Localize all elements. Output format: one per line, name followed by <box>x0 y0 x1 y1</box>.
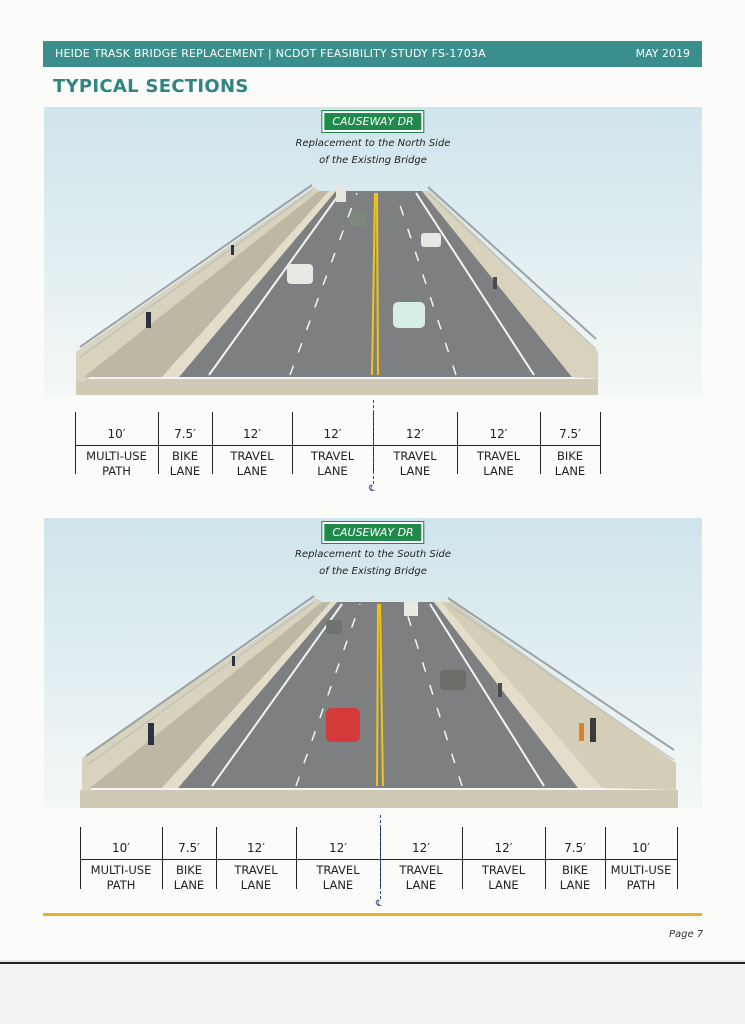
report-date: MAY 2019 <box>635 47 690 60</box>
lane-dimensions-north <box>0 400 745 510</box>
lane-type-line-2: PATH <box>102 464 131 478</box>
north-side-rendering <box>44 107 702 397</box>
lane-width: 12′ <box>406 427 424 441</box>
lane-type: MULTI-USE <box>610 863 672 877</box>
lane-dimension <box>462 815 545 905</box>
lane-type-line-2: LANE <box>236 464 268 478</box>
lane-dimension <box>158 400 212 490</box>
dimension-tick <box>677 827 678 889</box>
lane-type: BIKE <box>175 863 203 877</box>
lane-width: 12′ <box>323 427 342 441</box>
lane-type-line-2: LANE <box>317 464 348 478</box>
section-title: TYPICAL SECTIONS <box>53 76 249 97</box>
lane-type: TRAVEL <box>476 449 521 463</box>
centerline <box>380 815 381 899</box>
lane-type-line-2: LANE <box>488 878 519 892</box>
centerline-symbol: ℄ <box>369 484 375 494</box>
lane-width: 10′ <box>632 841 650 855</box>
lane-type: TRAVEL <box>234 863 278 877</box>
lane-type-line-2: LANE <box>554 464 586 478</box>
section-caption <box>44 546 702 580</box>
lane-type: TRAVEL <box>481 863 526 877</box>
lane-type: BIKE <box>171 449 199 463</box>
lane-width: 10′ <box>107 427 126 441</box>
lane-width: 12′ <box>494 841 513 855</box>
south-side-rendering <box>44 518 702 808</box>
page-number: Page 7 <box>669 929 704 940</box>
caption-line-2: of the Existing Bridge <box>319 566 427 577</box>
caption-line-1: Replacement to the South Side <box>294 549 451 560</box>
lane-dimension <box>373 400 457 490</box>
centerline <box>373 400 374 484</box>
caption-line-1: Replacement to the North Side <box>295 138 451 149</box>
lane-type-line-2: LANE <box>399 464 431 478</box>
lane-type: BIKE <box>556 449 584 463</box>
dimension-tick <box>600 412 601 474</box>
lane-width: 7.5′ <box>178 841 200 855</box>
lane-type-line-2: LANE <box>559 878 591 892</box>
lane-width: 7.5′ <box>559 427 581 441</box>
lane-type: TRAVEL <box>399 863 443 877</box>
lane-width: 12′ <box>243 427 261 441</box>
lane-dimension <box>296 815 380 905</box>
lane-width: 7.5′ <box>174 427 196 441</box>
lane-type: MULTI-USE <box>86 449 147 463</box>
lane-dimension <box>457 400 540 490</box>
lane-type: TRAVEL <box>316 863 360 877</box>
lane-dimension <box>162 815 216 905</box>
lane-type-line-2: LANE <box>169 464 201 478</box>
header-bar <box>43 41 702 67</box>
lane-type-line-2: LANE <box>173 878 205 892</box>
section-caption <box>44 135 702 169</box>
lane-type: TRAVEL <box>310 449 355 463</box>
lane-type: TRAVEL <box>393 449 437 463</box>
lane-dimension <box>605 815 677 905</box>
lane-type-line-2: LANE <box>240 878 272 892</box>
lane-type-line-2: PATH <box>626 878 656 892</box>
lane-dimensions-south <box>0 815 745 925</box>
lane-width: 12′ <box>247 841 265 855</box>
lane-dimension <box>380 815 462 905</box>
lane-width: 12′ <box>412 841 430 855</box>
lane-dimension <box>75 400 158 490</box>
lane-type-line-2: PATH <box>106 878 136 892</box>
lane-width: 12′ <box>489 427 508 441</box>
lane-dimension <box>545 815 605 905</box>
lane-type-line-2: LANE <box>405 878 437 892</box>
caption-line-2: of the Existing Bridge <box>319 155 427 166</box>
lane-type: BIKE <box>561 863 589 877</box>
lane-width: 10′ <box>112 841 130 855</box>
lane-width: 12′ <box>329 841 347 855</box>
street-sign: CAUSEWAY DR <box>322 111 423 132</box>
lane-dimension <box>292 400 373 490</box>
scan-margin <box>0 962 745 1024</box>
lane-dimension <box>80 815 162 905</box>
centerline-symbol: ℄ <box>376 899 382 909</box>
lane-dimension <box>216 815 296 905</box>
lane-dimension <box>540 400 600 490</box>
lane-width: 7.5′ <box>564 841 586 855</box>
street-sign: CAUSEWAY DR <box>322 522 423 543</box>
lane-type: TRAVEL <box>230 449 274 463</box>
lane-dimension <box>212 400 292 490</box>
report-title: HEIDE TRASK BRIDGE REPLACEMENT | NCDOT FEASIBILITY STUDY FS-1703A <box>55 47 486 60</box>
lane-type: MULTI-USE <box>90 863 152 877</box>
footer-rule <box>43 913 702 916</box>
lane-type-line-2: LANE <box>483 464 514 478</box>
lane-type-line-2: LANE <box>322 878 354 892</box>
